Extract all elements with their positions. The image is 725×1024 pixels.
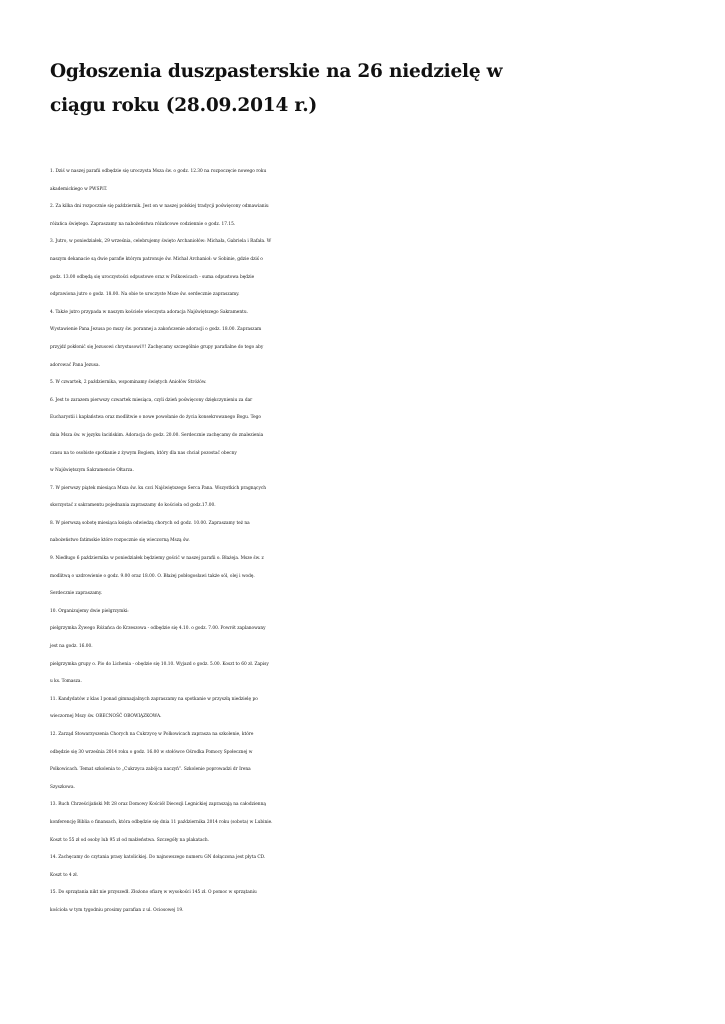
announcement-line: w Najświętszym Sakramencie Ołtarza. bbox=[50, 468, 134, 474]
announcement-line: 4. Także jutro przypada w naszym kościele wieczysta adoracja Najświętszego Sakramentu. bbox=[50, 309, 248, 315]
announcement-line: 1. Dziś w naszej parafii odbędzie się uroczysta Msza św. o godz. 12.30 na rozpoczęcie nowego roku bbox=[50, 169, 267, 174]
announcement-line: odbędzie się 30 września 2014 roku o godz. 16.00 w stołówce Ośrodka Pomocy Społecznej w bbox=[50, 749, 253, 755]
announcement-line: 15. Do sprzątania nikt nie przyszedł. Złożono ofiarę w wysokości 145 zł. O pomoc w sprzątaniu bbox=[50, 890, 257, 896]
announcement-line: 7. W pierwszy piątek miesiąca Msza św. ku czci Najświętszego Serca Pana. Wszystkich pragnących bbox=[50, 485, 267, 491]
announcement-line: 10. Organizujemy dwie pielgrzymki: bbox=[50, 608, 129, 614]
announcement-line: Koszt to 55 zł od osoby lub 95 zł od małżeństwa. Szczegóły na plakatach. bbox=[50, 837, 210, 843]
announcement-line: Szyszkowa. bbox=[50, 784, 75, 790]
announcement-line: przyjdź pokłonić się Jezusowi chrystusowi!!! Zachęcamy szczególnie grupy parafialne do tego aby bbox=[50, 344, 264, 350]
announcement-line: dnia Msza św. w języku łacińskim. Adoracja do godz. 20.00. Serdecznie zachęcamy do znalezienia bbox=[50, 432, 264, 438]
announcement-line: 8. W pierwszą sobotę miesiąca księża odwiedzą chorych od godz. 10.00. Zapraszamy też na bbox=[50, 520, 250, 526]
announcement-line: pielgrzymka grupy o. Pio do Lichenia - obędzie się 10.10. Wyjazd o godz. 5.00. Koszt to 60 zł. Zapisy bbox=[50, 661, 269, 667]
announcement-line: różańca świętego. Zapraszamy na nabożeństwa różańcowe codziennie o godz. 17.15. bbox=[50, 221, 236, 227]
announcement-line: skorzystać z sakramentu pojednania zapraszamy do kościoła od godz.17.00. bbox=[50, 503, 216, 509]
announcement-line: czasu na to osobiste spotkanie z żywym Bogiem, który dla nas chciał pozostać obecny bbox=[50, 450, 237, 456]
announcement-line: jest na godz. 16.00. bbox=[50, 644, 93, 650]
announcement-line: modlitwą o uzdrowienie o godz. 9.00 oraz 18.00. O. Błażej pobłogosławi także sól, olej i wodę. bbox=[50, 573, 255, 579]
announcement-line: 14. Zachęcamy do czytania prasy katolickiej. Do najnowszego numeru GN dołączona jest płyta CD. bbox=[50, 855, 266, 861]
announcement-line: 11. Kandydatów z klas I ponad gimnazjalnych zapraszamy na spotkanie w przyszłą niedzielę po bbox=[50, 696, 258, 702]
announcement-line: 5. W czwartek, 2 października, wspominamy świętych Aniołów Stróżów. bbox=[50, 380, 207, 386]
announcement-line: Polkowicach. Temat szkolenia to „Cukrzyca zabójca naczyń”. Szkolenie poprowadzi dr Irena bbox=[50, 767, 251, 773]
announcement-line: kościoła w tym tygodniu prosimy parafian z ul. Ociosowej 19. bbox=[50, 907, 184, 913]
announcement-line: wieczornej Mszy św. OBECNOŚĆ OBOWIĄZKOWA. bbox=[50, 714, 162, 720]
announcement-line: adorować Pana Jezusa. bbox=[50, 362, 100, 368]
announcement-line: 9. Niedługo 6 października w poniedziałek będziemy gościć w naszej parafii o. Błażeja. Msze św. z bbox=[50, 556, 264, 562]
announcement-line: 13. Ruch Chrześcijański Mt 28 oraz Domowy Kościół Diecezji Legnickiej zapraszają na całodzienną bbox=[50, 802, 266, 808]
announcement-line: u ks. Tomasza. bbox=[50, 679, 82, 685]
title-line: Ogłoszenia duszpasterskie na 26 niedzielę w bbox=[50, 61, 503, 82]
title-line: ciągu roku (28.09.2014 r.) bbox=[50, 95, 317, 116]
announcement-line: 2. Za kilka dni rozpocznie się październik. Jest on w naszej polskiej tradycji poświęcony odmawianiu bbox=[50, 204, 269, 210]
document-page bbox=[50, 55, 680, 920]
announcement-line: pielgrzymka Żywego Różańca do Krzeszowa - odbędzie się 4.10. o godz. 7.00. Powrót zaplanowany bbox=[50, 626, 266, 632]
announcement-line: Koszt to 4 zł. bbox=[50, 872, 79, 878]
announcement-line: 3. Jutro, w poniedziałek, 29 września, celebrujemy święto Archaniołów: Michała, Gabriela i Rafała. W bbox=[50, 239, 272, 245]
announcements-body bbox=[50, 163, 680, 920]
announcement-line: konferencję Biblia o finansach, która odbędzie się dnia 11 października 2014 roku (sobota) w Lubinie. bbox=[50, 819, 273, 825]
announcement-line: akademickiego w PWSPiT. bbox=[50, 186, 108, 192]
announcement-line: nabożeństwo fatimskie które rozpocznie się wieczorną Mszą św. bbox=[50, 538, 190, 544]
announcement-line: 6. Jest to zarazem pierwszy czwartek miesiąca, czyli dzień poświęcony dziękczynieniu za dar bbox=[50, 397, 253, 403]
announcement-line: Serdecznie zapraszamy. bbox=[50, 591, 103, 597]
document-title bbox=[50, 55, 680, 123]
announcement-line: odprawiona jutro o godz. 18.00. Na obie te uroczyste Msze św. serdecznie zapraszamy. bbox=[50, 292, 240, 298]
announcement-line: Eucharystii i kapłaństwa oraz modlitwie o nowe powołanie do życia konsekrowanego Bogu. Tego bbox=[50, 415, 261, 421]
announcement-line: 12. Zarząd Stowarzyszenia Chorych na Cukrzycę w Polkowicach zaprasza na szkolenie, które bbox=[50, 732, 254, 737]
announcement-line: Wystawienie Pana Jezusa po mszy św. porannej a zakończenie adoracji o godz. 18.00. Zapraszam bbox=[50, 327, 262, 333]
announcement-line: godz. 13.00 odbędą się uroczystości odpustowe oraz w Polkowicach - suma odpustowa będzie bbox=[50, 274, 255, 280]
announcement-line: naszym dekanacie są dwie parafie którym patronuje św. Michał Archanioł: w Sobinie, gdzie dziś o bbox=[50, 256, 263, 262]
